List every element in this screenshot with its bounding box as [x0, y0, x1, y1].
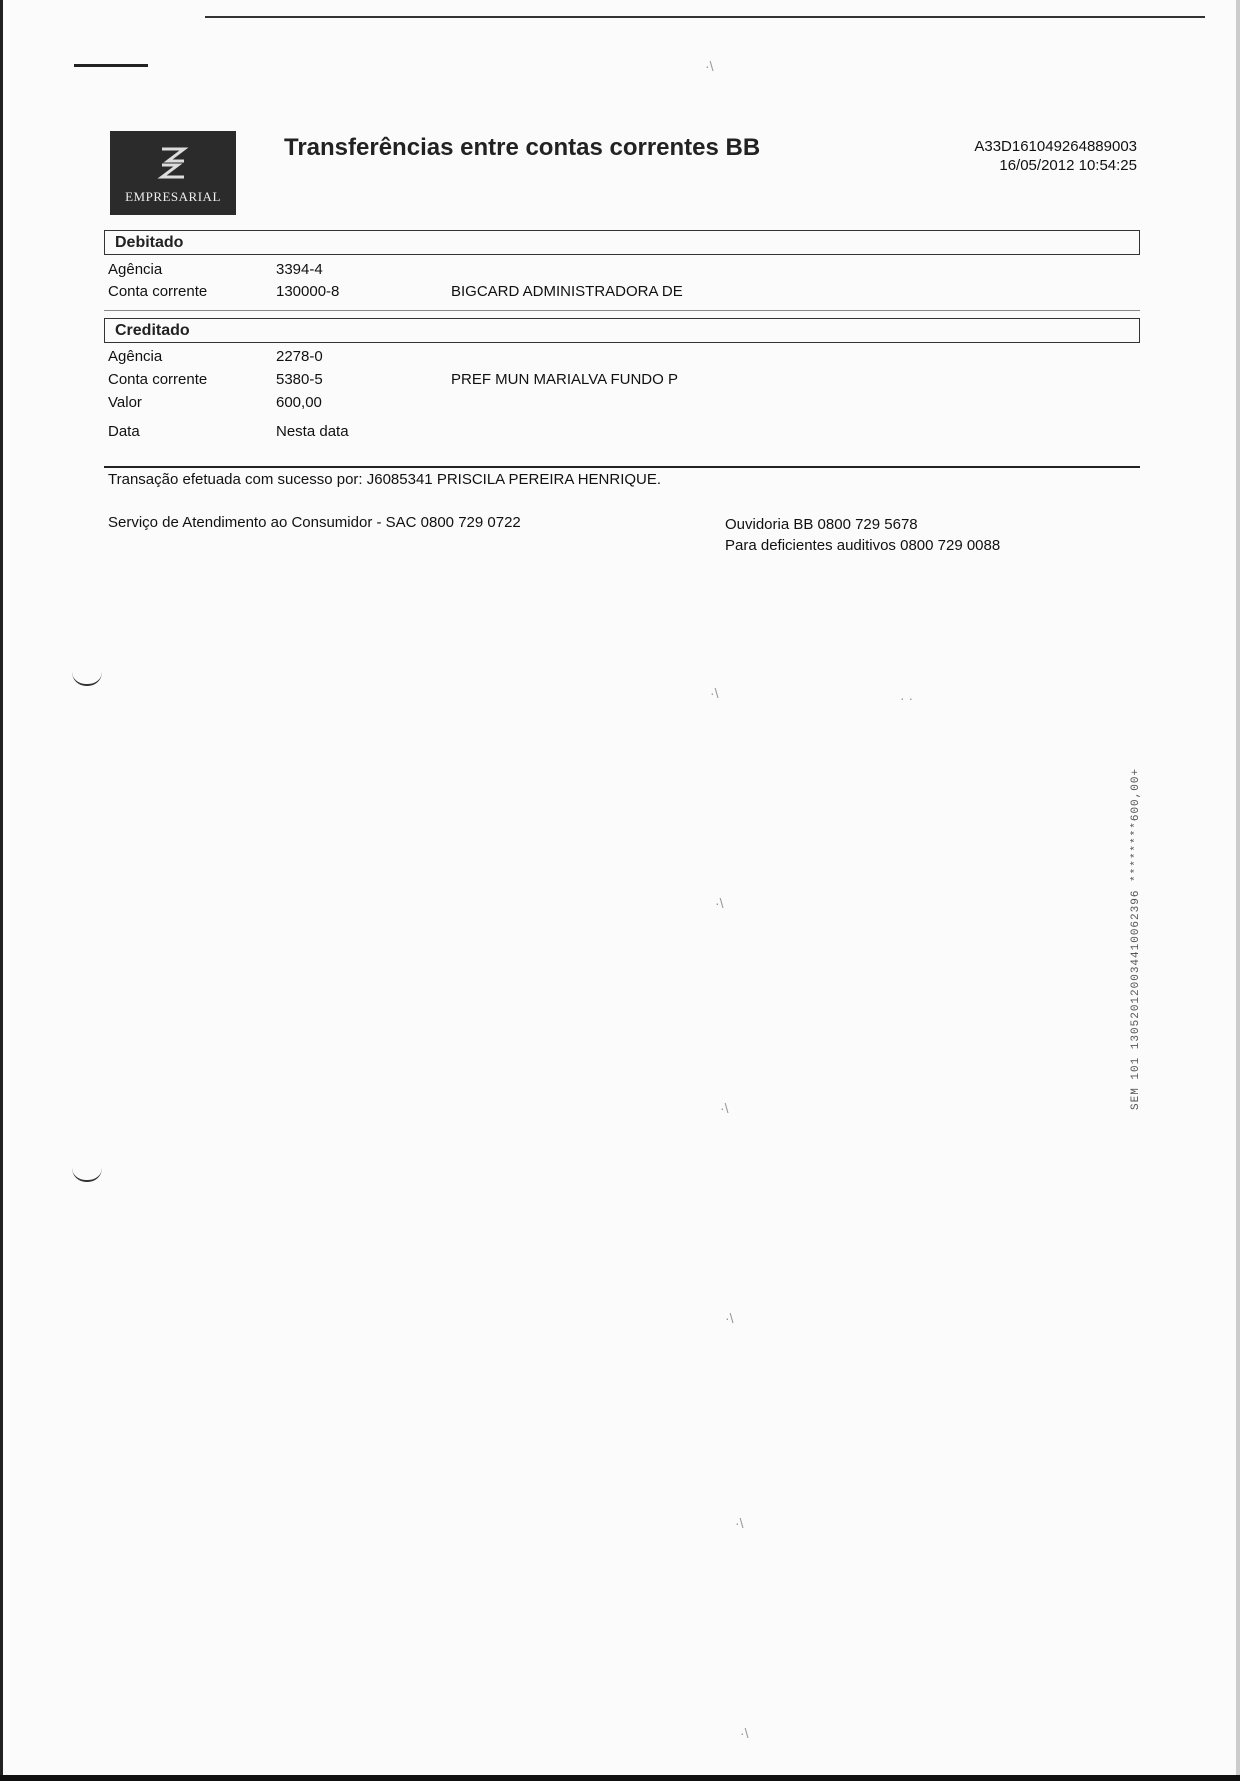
divider [104, 466, 1140, 468]
scan-speck: ·\ [710, 685, 719, 701]
ouvidoria-phone: Ouvidoria BB 0800 729 5678 [725, 516, 918, 533]
logo-text: EMPRESARIAL [125, 189, 221, 204]
scan-right-edge [1236, 0, 1240, 1781]
scan-speck: ·\ [720, 1100, 729, 1116]
top-rule [205, 16, 1205, 18]
credit-account-label: Conta corrente [108, 371, 208, 388]
ouvidoria-contact [725, 514, 1000, 556]
scan-bottom-edge [0, 1775, 1240, 1781]
credit-account-value: 5380-5 [276, 371, 323, 388]
section-label: Debitado [115, 234, 184, 251]
section-debitado [104, 230, 1140, 255]
bb-logo-icon [154, 143, 192, 183]
scan-speck: ·\ [715, 895, 724, 911]
debit-agency-label: Agência [108, 261, 163, 278]
success-message: Transação efetuada com sucesso por: J6085341 PRISCILA PEREIRA HENRIQUE. [108, 471, 662, 488]
amount-label: Valor [108, 394, 142, 411]
credit-account-holder: PREF MUN MARIALVA FUNDO P [451, 371, 678, 388]
section-creditado [104, 318, 1140, 343]
scan-speck: ·\ [705, 58, 714, 74]
amount-value: 600,00 [276, 394, 322, 411]
scan-speck: ·\ [735, 1515, 744, 1531]
scan-speck: ·\ [740, 1725, 749, 1741]
scan-speck: ·\ [725, 1310, 734, 1326]
credit-agency-value: 2278-0 [276, 348, 323, 365]
transaction-datetime: 16/05/2012 10:54:25 [999, 157, 1137, 174]
scan-speck: · · [900, 690, 914, 706]
punch-hole-mark [72, 1168, 102, 1182]
scan-mark [74, 64, 148, 67]
date-label: Data [108, 423, 140, 440]
punch-hole-mark [72, 672, 102, 686]
separator [104, 310, 1140, 311]
scan-left-edge [0, 0, 3, 1781]
authentication-code: SEM 101 130520120034410062396 ********600,00+ [1130, 767, 1142, 1110]
debit-account-value: 130000-8 [276, 283, 340, 300]
reference-code: A33D161049264889003 [974, 138, 1137, 155]
section-label: Creditado [115, 322, 190, 339]
debit-account-label: Conta corrente [108, 283, 208, 300]
sac-contact: Serviço de Atendimento ao Consumidor - SAC 0800 729 0722 [108, 514, 521, 531]
bb-logo [110, 131, 236, 215]
date-value: Nesta data [276, 423, 349, 440]
credit-agency-label: Agência [108, 348, 163, 365]
hearing-impaired-phone: Para deficientes auditivos 0800 729 0088 [725, 537, 1001, 554]
debit-account-holder: BIGCARD ADMINISTRADORA DE [451, 283, 683, 300]
page-title: Transferências entre contas correntes BB [284, 134, 761, 161]
transaction-reference [974, 137, 1137, 175]
debit-agency-value: 3394-4 [276, 261, 323, 278]
